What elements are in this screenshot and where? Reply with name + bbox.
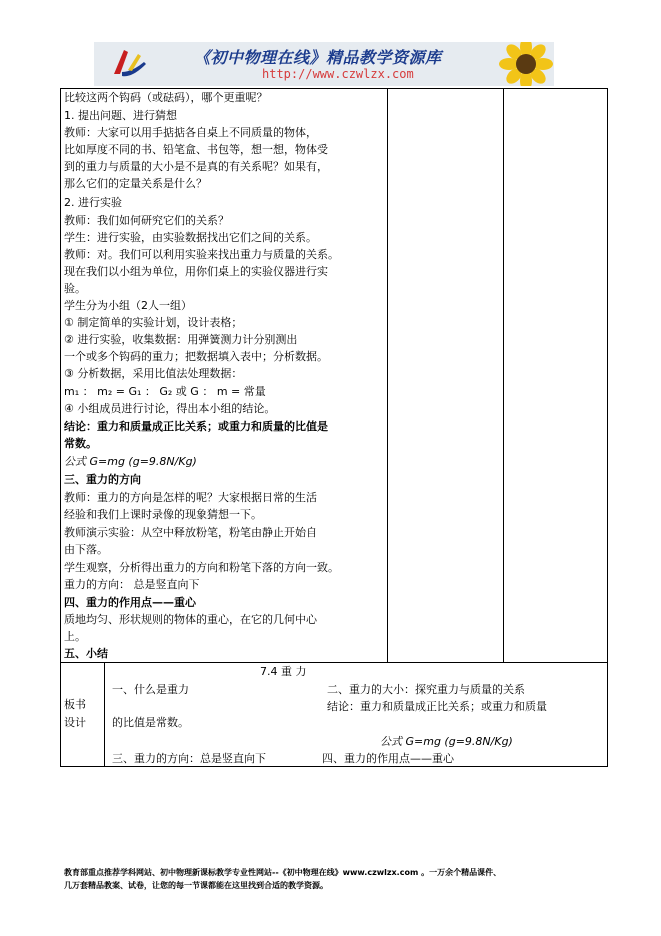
board-item-4: 四、重力的作用点——重心 (322, 752, 454, 765)
board-label: 设计 (64, 716, 86, 729)
lesson-line: ③ 分析数据，采用比值法处理数据： (64, 367, 243, 380)
lesson-line: 学生分为小组（2人一组） (64, 299, 192, 312)
lesson-line: 2. 进行实验 (64, 196, 122, 209)
board-conclusion: 结论：重力和质量成正比关系；或重力和质量 (327, 700, 547, 713)
board-title: 7.4 重 力 (260, 665, 307, 678)
lesson-line: 教师：对。我们可以利用实验来找出重力与质量的关系。 (64, 248, 339, 261)
lesson-line: 常数。 (64, 437, 97, 450)
column-divider (387, 88, 388, 663)
lesson-line: 由下落。 (64, 543, 108, 556)
lesson-line: 到的重力与质量的大小是不是真的有关系呢？如果有， (64, 160, 328, 173)
lesson-line: ② 进行实验，收集数据：用弹簧测力计分别测出 (64, 333, 298, 346)
lesson-line: 现在我们以小组为单位，用你们桌上的实验仪器进行实 (64, 265, 328, 278)
board-item-3: 三、重力的方向：总是竖直向下 (112, 752, 266, 765)
footer-line: 几万套精品教案、试卷，让您的每一节课都能在这里找到合适的教学资源。 (64, 881, 328, 890)
board-conclusion: 的比值是常数。 (112, 716, 189, 729)
board-formula: 公式 G=mg (g=9.8N/Kg) (380, 735, 513, 748)
site-logo-icon (108, 44, 150, 84)
lesson-line: 一个或多个钩码的重力；把数据填入表中；分析数据。 (64, 350, 328, 363)
lesson-line: 学生观察，分析得出重力的方向和粉笔下落的方向一致。 (64, 561, 339, 574)
lesson-line: 比如厚度不同的书、铅笔盒、书包等，想一想，物体受 (64, 143, 328, 156)
column-divider (503, 88, 504, 663)
lesson-line: 验。 (64, 282, 86, 295)
lesson-line: 教师：重力的方向是怎样的呢？大家根据日常的生活 (64, 491, 317, 504)
lesson-line: 四、重力的作用点——重心 (64, 596, 196, 609)
lesson-line: 那么它们的定量关系是什么？ (64, 177, 207, 190)
lesson-line: 五、小结 (64, 647, 108, 660)
lesson-line: 教师演示实验：从空中释放粉笔，粉笔由静止开始自 (64, 526, 317, 539)
board-item-1: 一、什么是重力 (112, 683, 189, 696)
lesson-line: 质地均匀、形状规则的物体的重心，在它的几何中心 (64, 613, 317, 626)
lesson-line: m₁ ： m₂ = G₁ ： G₂ 或 G ： m = 常量 (64, 385, 266, 398)
lesson-line: 三、重力的方向 (64, 473, 141, 486)
lesson-line: 教师：大家可以用手掂掂各自桌上不同质量的物体， (64, 126, 317, 139)
lesson-line: 1. 提出问题、进行猜想 (64, 109, 177, 122)
lesson-line: 比较这两个钩码（或砝码），哪个更重呢？ (64, 91, 268, 104)
lesson-line: 经验和我们上课时录像的现象猜想一下。 (64, 508, 262, 521)
lesson-line: 公式 G=mg (g=9.8N/Kg) (64, 455, 197, 468)
footer-line: 教育部重点推荐学科网站、初中物理新课标教学专业性网站--《初中物理在线》www.czwlzx.com 。一万余个精品课件、 (64, 868, 502, 877)
lesson-line: 教师：我们如何研究它们的关系？ (64, 214, 229, 227)
header-banner (94, 42, 554, 86)
column-divider (104, 662, 105, 767)
row-divider (60, 662, 608, 663)
lesson-line: 学生：进行实验，由实验数据找出它们之间的关系。 (64, 231, 317, 244)
board-label: 板书 (64, 698, 86, 711)
lesson-line: 结论：重力和质量成正比关系；或重力和质量的比值是 (64, 420, 328, 433)
sunflower-icon (497, 42, 554, 86)
board-item-2: 二、重力的大小：探究重力与质量的关系 (327, 683, 525, 696)
lesson-line: ① 制定简单的实验计划，设计表格； (64, 316, 243, 329)
lesson-line: 重力的方向： 总是竖直向下 (64, 578, 200, 591)
lesson-line: 上。 (64, 630, 86, 643)
banner-title: 《初中物理在线》精品教学资源库 (194, 48, 442, 67)
banner-url[interactable]: http://www.czwlzx.com (262, 67, 414, 81)
lesson-line: ④ 小组成员进行讨论，得出本小组的结论。 (64, 402, 276, 415)
